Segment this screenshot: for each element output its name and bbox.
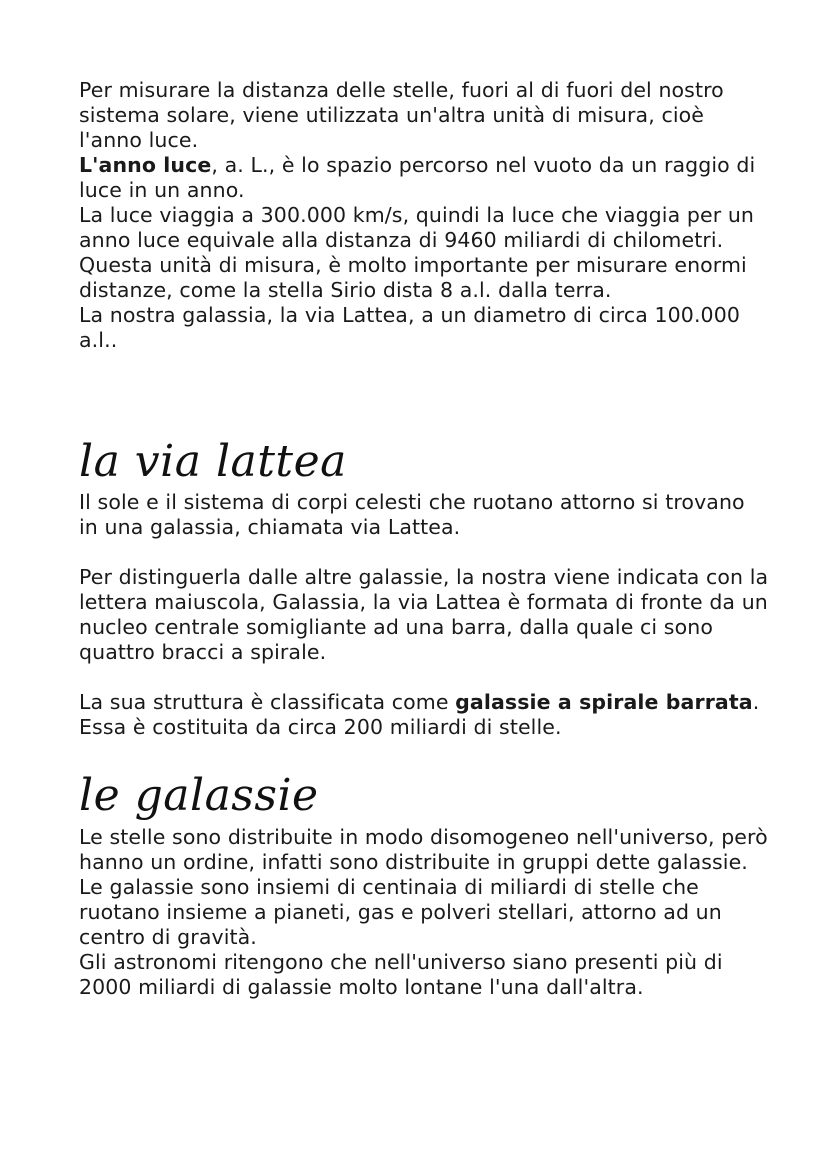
- via-lattea-section: [79, 490, 769, 740]
- intro-paragraph-2: [79, 153, 769, 203]
- via-lattea-paragraph-2: Per distinguerla dalle altre galassie, la nostra viene indicata con la lettera maiuscola, Galassia, la via Lattea è formata di fronte da un nucleo centrale somigliante ad una barra, dalla quale ci sono quattro bracci a spirale.: [79, 565, 769, 664]
- galassie-paragraph-2: Le galassie sono insiemi di centinaia di miliardi di stelle che ruotano insieme a pianeti, gas e polveri stellari, attorno ad un centro di gravità.: [79, 875, 722, 949]
- intro-paragraph-3: La luce viaggia a 300.000 km/s, quindi la luce che viaggia per un anno luce equivale alla distanza di 9460 miliardi di chilometri.: [79, 203, 755, 252]
- intro-section: [79, 78, 769, 353]
- galassie-heading: le galassie: [79, 770, 319, 821]
- intro-paragraph-4: Questa unità di misura, è molto importante per misurare enormi distanze, come la stella Sirio dista 8 a.l. dalla terra.: [79, 253, 747, 302]
- via-lattea-paragraph-1: Il sole e il sistema di corpi celesti che ruotano attorno si trovano in una galassia, chiamata via Lattea.: [79, 490, 745, 539]
- galassie-paragraph-3: Gli astronomi ritengono che nell'universo siano presenti più di 2000 miliardi di galassie molto lontane l'una dall'altra.: [79, 950, 723, 999]
- structure-intro: La sua struttura è classificata come: [79, 690, 456, 714]
- via-lattea-paragraph-3: [79, 690, 769, 740]
- intro-paragraph-5: La nostra galassia, la via Lattea, a un diametro di circa 100.000 a.l..: [79, 303, 740, 352]
- anno-luce-term: L'anno luce: [79, 153, 212, 177]
- galassie-section: [79, 825, 769, 1000]
- via-lattea-heading: la via lattea: [79, 436, 347, 487]
- structure-term: galassie a spirale barrata: [455, 690, 753, 714]
- anno-luce-definition: , a. L., è lo spazio percorso nel vuoto da un raggio di luce in un anno.: [79, 153, 756, 202]
- intro-paragraph-1: Per misurare la distanza delle stelle, fuori al di fuori del nostro sistema solare, viene utilizzata un'altra unità di misura, cioè l'anno luce.: [79, 78, 724, 152]
- structure-end: . Essa è costituita da circa 200 miliardi di stelle.: [79, 690, 760, 739]
- galassie-paragraph-1: Le stelle sono distribuite in modo disomogeneo nell'universo, però hanno un ordine, infatti sono distribuite in gruppi dette galassie.: [79, 825, 768, 874]
- document-page: [79, 78, 769, 999]
